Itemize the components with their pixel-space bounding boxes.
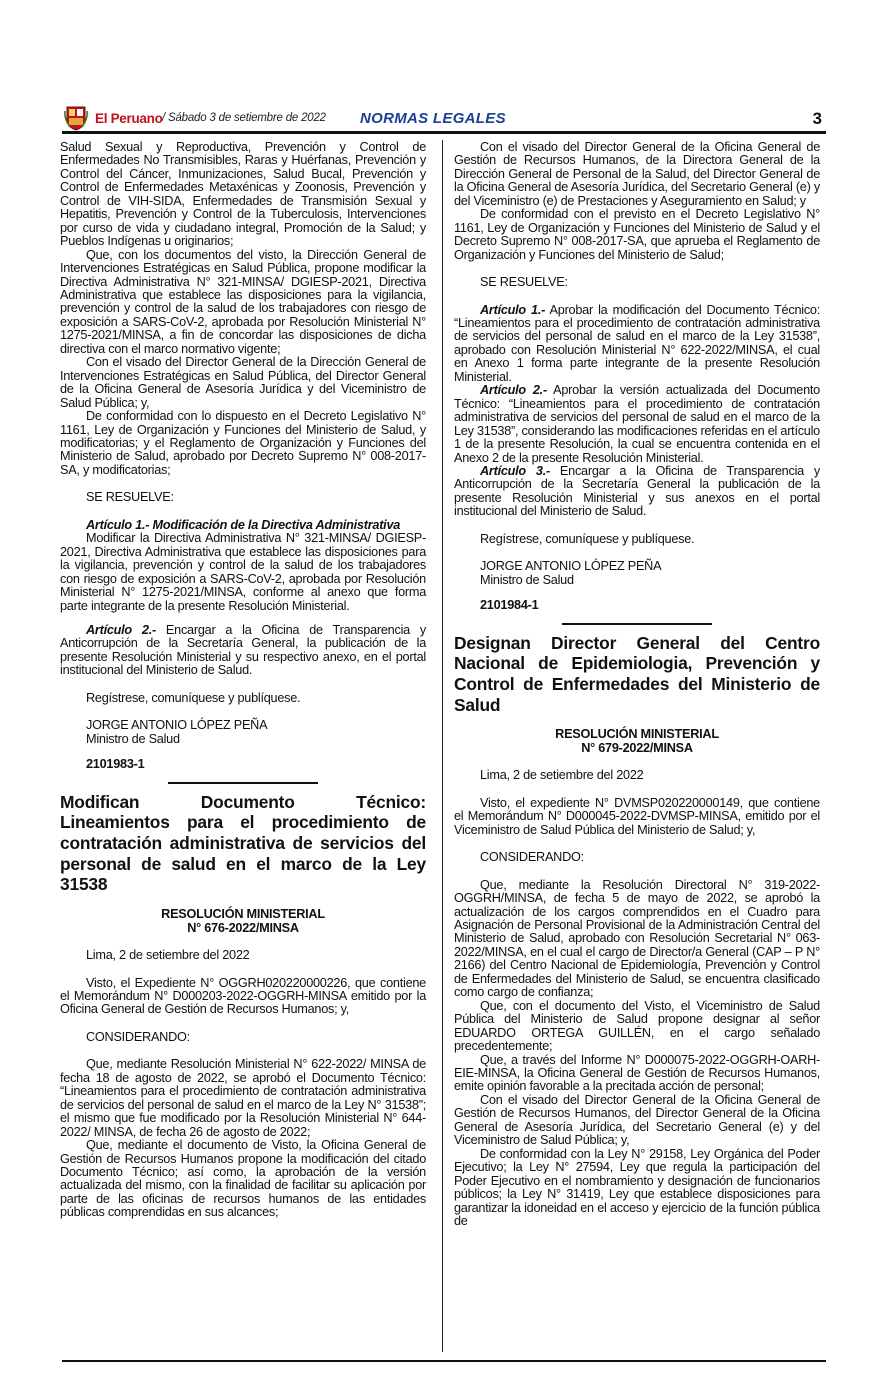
article-text: Aprobar la versión actualizada del Documento Técnico: “Lineamientos para el procedimiento de contratación administrativa de servicios del personal de salud en el marco de la Ley 31538”, considerando las modificaciones referidas en el artículo 1 de la presente Resolución, la cual se encuentra contenida en el Anexo 2 de la presente Resolución Ministerial. <box>454 383 820 465</box>
footer-rule <box>62 1360 826 1362</box>
publication-code: 2101984-1 <box>480 598 539 613</box>
article-label: Artículo 2.- <box>480 383 547 398</box>
separator-line <box>562 623 712 625</box>
paragraph: De conformidad con la Ley N° 29158, Ley Orgánica del Poder Ejecutivo; la Ley N° 27594, Ley que regula la participación del Poder Ejecutivo en el nombramiento y designación de funcionarios públicos; la Ley N° 31419, Ley que establece disposiciones para garantizar la idoneidad en el acceso y ejercicio de la función pública de <box>454 1146 820 1228</box>
resolution-heading <box>60 907 426 935</box>
resolution-label: RESOLUCIÓN MINISTERIAL <box>555 727 719 742</box>
paragraph: De conformidad con lo dispuesto en el Decreto Legislativo N° 1161, Ley de Organización y Funciones del Ministerio de Salud, y modificatorias; y el Reglamento de Organización y Funciones del Ministerio de Salud, aprobado por Decreto Supremo N° 008-2017-SA, y modificatorias; <box>60 409 426 477</box>
considerando-heading: CONSIDERANDO: <box>480 850 584 865</box>
paragraph: Visto, el expediente N° DVMSP020220000149, que contiene el Memorándum N° D000045-2022-DVMSP-MINSA, emitido por el Viceministro de Salud Pública del Ministerio de Salud; y, <box>454 795 820 837</box>
article-heading: Artículo 1.- Modificación de la Directiva Administrativa <box>86 517 401 532</box>
article-text: Aprobar la modificación del Documento Técnico: “Lineamientos para el procedimiento de contratación administrativa de servicios del personal de salud en el marco de la Ley 31538”, aprobado con Resolución Ministerial N° 622-2022/MINSA, el cual en Anexo 1 forma parte integrante de la presente Resolución Ministerial. <box>454 302 821 384</box>
paragraph: Que, mediante el documento de Visto, la Oficina General de Gestión de Recursos Humanos propone la modificación del citado Documento Técnico; así como, la aprobación de la versión actualizada del mismo, con la finalidad de facilitar su aplicación por parte de las oficinas de recursos humanos de las entidades públicas comprendidas en sus alcances; <box>60 1138 426 1220</box>
publication-code: 2101983-1 <box>86 757 145 772</box>
paragraph: De conformidad con el previsto en el Decreto Legislativo N° 1161, Ley de Organización y Funciones del Ministerio de Salud y el Decreto Supremo N° 008-2017-SA, que aprueba el Reglamento de Organización y Funciones del Ministerio de Salud; <box>454 207 820 262</box>
coat-of-arms-logo-icon <box>64 105 88 131</box>
newspaper-brand: El Peruano <box>95 111 163 126</box>
paragraph: Que, a través del Informe N° D000075-2022-OGGRH-OARH-EIE-MINSA, la Oficina General de Gestión de Recursos Humanos, emite opinión favorable a la precitada acción de personal; <box>454 1052 820 1094</box>
article-text: Modificar la Directiva Administrativa N° 321-MINSA/ DGIESP-2021, Directiva Administrativa que establece las disposiciones para la vigilancia, prevención y control de la salud de los trabajadores con riesgo de exposición a SARS-CoV-2, aprobada por Resolución Ministerial N° 1275-2021/MINSA, conforme al anexo que forma parte integrante de la presente Resolución Ministerial. <box>60 531 426 613</box>
article-paragraph <box>454 304 820 385</box>
paragraph: Que, con el documento del Visto, el Viceministro de Salud Pública del Ministerio de Salud propone designar al señor EDUARDO ORTEGA GUILLÉN, en el cargo señalado precedentemente; <box>454 998 820 1054</box>
place-date: Lima, 2 de setiembre del 2022 <box>480 768 644 783</box>
article-text: Encargar a la Oficina de Transparencia y Anticorrupción de la Secretaría General, la publicación de la presente Resolución Ministerial y su respectivo anexo, en el portal institucional del Ministerio de Salud. <box>60 622 427 678</box>
signer-role: Ministro de Salud <box>86 731 180 746</box>
right-column <box>454 141 820 1228</box>
paragraph: Con el visado del Director General de la Oficina General de Gestión de Recursos Humanos, de la Directora General de la Dirección General de Personal de la Salud, del Director General de la Oficina General de Asesoría Jurídica, del Secretario General (e) y del Viceministro (e) de Prestaciones y Aseguramiento en Salud; y <box>454 140 820 208</box>
signer-name: JORGE ANTONIO LÓPEZ PEÑA <box>480 559 662 574</box>
paragraph: Con el visado del Director General de la Oficina General de Gestión de Recursos Humanos, del Director General de la Oficina General de Asesoría Jurídica, del Secretario General (e) y del Viceministro de Salud Pública; y, <box>454 1092 820 1148</box>
paragraph: Que, mediante la Resolución Directoral N° 319-2022-OGGRH/MINSA, de fecha 5 de mayo de 2022, se aprobó la actualización de los cargos comprendidos en el Cuadro para Asignación de Personal Provisional de la Administración Central del Ministerio de Salud, aprobado con Resolución Secretarial N° 063-2022/MINSA, en el cual el cargo de Director/a General (CAP – P N° 2166) del Centro Nacional de Epidemiología, Prevención y Control de Enfermedades del Ministerio de Salud, se encuentra clasificado como cargo de confianza; <box>454 877 820 1000</box>
se-resuelve-heading: SE RESUELVE: <box>480 275 568 290</box>
se-resuelve-heading: SE RESUELVE: <box>86 490 174 505</box>
paragraph: Salud Sexual y Reproductiva, Prevención y Control de Enfermedades No Transmisibles, Raras y Huérfanas, Prevención y Control del Cáncer, Inmunizaciones, Salud Bucal, Prevención y Control de Enfermedades Metaxénicas y Zoonosis, Prevención y Control de VIH-SIDA, Enfermedades de Transmisión Sexual y Hepatitis, Prevención y Control de la Tuberculosis, Intervenciones por curso de vida y ciudadano integral, Promoción de la Salud; y Pueblos Indígenas u originarios; <box>60 140 426 249</box>
considerando-heading: CONSIDERANDO: <box>86 1029 190 1044</box>
column-divider <box>442 140 443 1352</box>
closing-formula: Regístrese, comuníquese y publíquese. <box>86 690 301 705</box>
resolution-label: RESOLUCIÓN MINISTERIAL <box>161 907 325 922</box>
article-label: Artículo 3.- <box>480 463 550 478</box>
article-label: Artículo 2.- <box>86 622 156 637</box>
signer-name: JORGE ANTONIO LÓPEZ PEÑA <box>86 718 268 733</box>
issue-date: / Sábado 3 de setiembre de 2022 <box>162 112 326 124</box>
signer-role: Ministro de Salud <box>480 572 574 587</box>
resolution-number: N° 676-2022/MINSA <box>187 921 299 936</box>
section-title: NORMAS LEGALES <box>360 110 506 127</box>
left-column <box>60 141 426 1220</box>
article-paragraph <box>60 624 426 678</box>
norm-title: Designan Director General del Centro Nacional de Epidemiologia, Prevención y Control de Enfermedades del Ministerio de Salud <box>454 632 820 715</box>
resolution-number: N° 679-2022/MINSA <box>581 741 693 756</box>
norm-title: Modifican Documento Técnico: Lineamientos para el procedimiento de contratación administrativa de servicios del personal de salud en el marco de la Ley 31538 <box>60 791 426 895</box>
paragraph: Con el visado del Director General de la Dirección General de Intervenciones Estratégicas en Salud Pública, del Director General de la Oficina General de Asesoría Jurídica y del Viceministro de Salud Pública; y, <box>60 355 426 410</box>
article-label: Artículo 1.- <box>480 302 546 317</box>
closing-formula: Regístrese, comuníquese y publíquese. <box>480 531 695 546</box>
resolution-heading <box>454 727 820 755</box>
page-header <box>62 103 826 131</box>
article-text: Encargar a la Oficina de Transparencia y Anticorrupción de la Secretaría General la publicación de la presente Resolución Ministerial y sus anexos en el portal institucional del Ministerio de Salud. <box>454 463 821 519</box>
page-number: 3 <box>812 109 822 128</box>
article-paragraph <box>454 384 820 465</box>
header-rule <box>62 131 826 134</box>
paragraph: Que, mediante Resolución Ministerial N° 622-2022/ MINSA de fecha 18 de agosto de 2022, se aprobó el Documento Técnico: “Lineamientos para el procedimiento de contratación administrativa de servicios del personal de salud en el marco de la Ley N° 31538”; el mismo que fue modificado por la Resolución Ministerial N° 644-2022/ MINSA, de fecha 26 de agosto de 2022; <box>60 1057 426 1139</box>
place-date: Lima, 2 de setiembre del 2022 <box>86 948 250 963</box>
article-paragraph <box>454 465 820 519</box>
separator-line <box>168 782 318 784</box>
paragraph: Visto, el Expediente N° OGGRH020220000226, que contiene el Memorándum N° D000203-2022-OGGRH-MINSA emitido por la Oficina General de Gestión de Recursos Humanos; y, <box>60 975 426 1017</box>
paragraph: Que, con los documentos del visto, la Dirección General de Intervenciones Estratégicas en Salud Pública, propone modificar la Directiva Administrativa N° 321-MINSA/ DGIESP-2021, Directiva Administrativa que establece las disposiciones para la vigilancia, prevención y control de la salud de los trabajadores con riesgo de exposición a SARS-CoV-2, aprobada por Resolución Ministerial N° 1275-2021/MINSA, a fin de concordar las disposiciones de dicha directiva con el marco normativo vigente; <box>60 247 426 356</box>
